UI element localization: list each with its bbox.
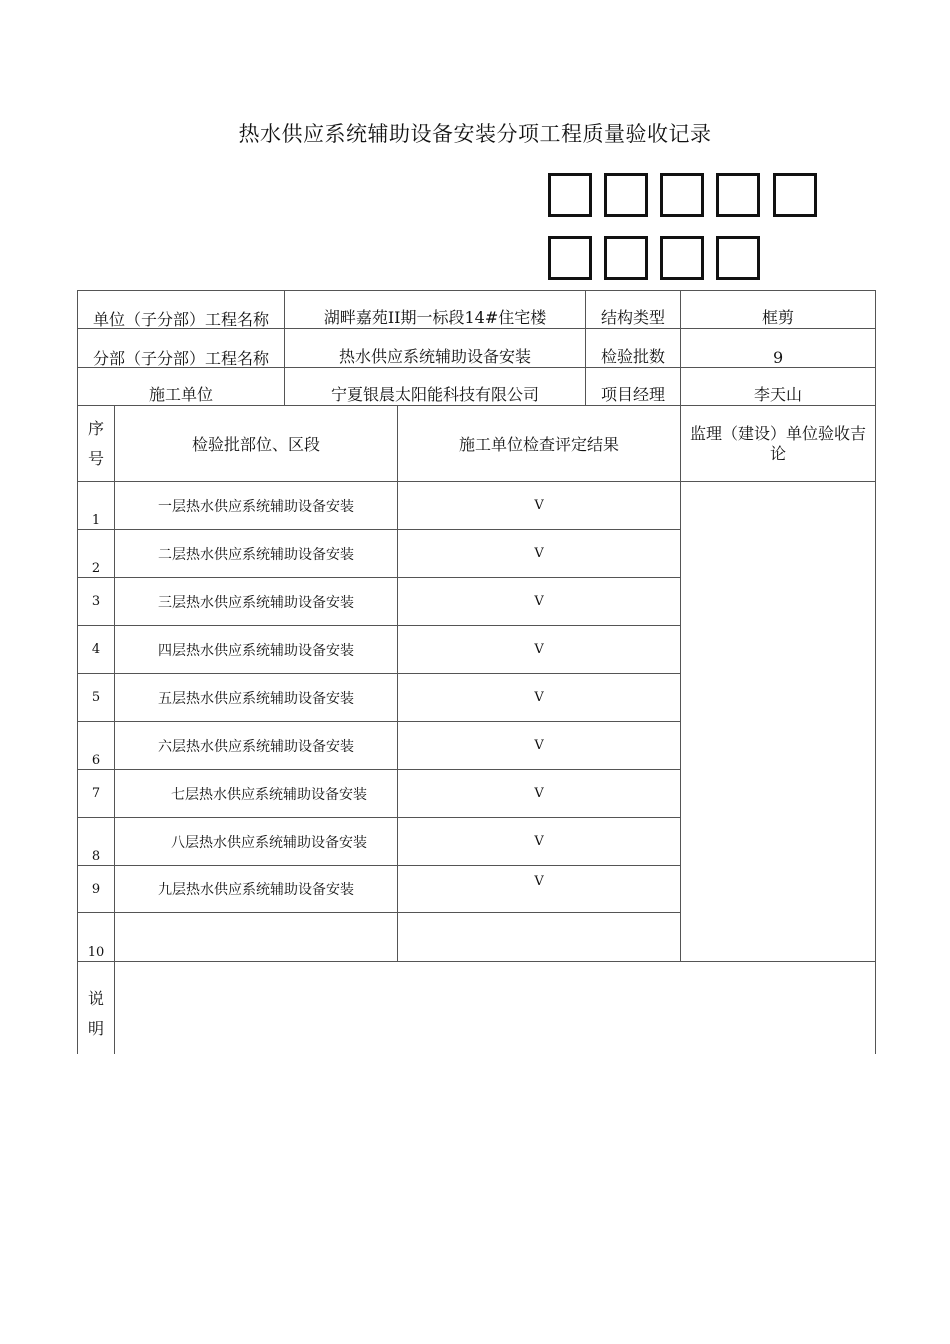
manager-label: 项目经理 bbox=[586, 368, 681, 406]
info-row-contractor bbox=[78, 368, 876, 406]
result-header: 施工单位检查评定结果 bbox=[398, 406, 681, 482]
note-label: 说明 bbox=[87, 989, 104, 1038]
subdivision-label: 分部（子分部）工程名称 bbox=[78, 329, 285, 368]
row-number: 1 bbox=[78, 482, 115, 530]
note-row bbox=[78, 962, 876, 1054]
row-number: 6 bbox=[78, 722, 115, 770]
row-result: V bbox=[398, 866, 681, 913]
row-result: V bbox=[398, 626, 681, 674]
row-location: 二层热水供应系统辅助设备安装 bbox=[115, 530, 398, 578]
row-number: 4 bbox=[78, 626, 115, 674]
row-location: 八层热水供应系统辅助设备安装 bbox=[115, 818, 398, 866]
supervision-conclusion bbox=[681, 482, 876, 962]
blank-box-2 bbox=[604, 173, 648, 217]
blank-box-8 bbox=[660, 236, 704, 280]
blank-box-5 bbox=[773, 173, 817, 217]
row-location: 四层热水供应系统辅助设备安装 bbox=[115, 626, 398, 674]
row-result: V bbox=[398, 674, 681, 722]
row-number: 3 bbox=[78, 578, 115, 626]
info-row-unit bbox=[78, 291, 876, 329]
contractor-label: 施工单位 bbox=[78, 368, 285, 406]
blank-box-3 bbox=[660, 173, 704, 217]
row-location: 三层热水供应系统辅助设备安装 bbox=[115, 578, 398, 626]
subdivision-value: 热水供应系统辅助设备安装 bbox=[285, 329, 586, 368]
info-row-subdivision bbox=[78, 329, 876, 368]
note-value bbox=[115, 962, 876, 1054]
blank-box-9 bbox=[716, 236, 760, 280]
acceptance-record-table bbox=[77, 290, 876, 1054]
row-number: 2 bbox=[78, 530, 115, 578]
row-location: 九层热水供应系统辅助设备安装 bbox=[115, 866, 398, 913]
row-number: 7 bbox=[78, 770, 115, 818]
blank-box-4 bbox=[716, 173, 760, 217]
row-result: V bbox=[398, 722, 681, 770]
row-result: V bbox=[398, 530, 681, 578]
row-number: 10 bbox=[78, 913, 115, 962]
blank-box-1 bbox=[548, 173, 592, 217]
supervision-header: 监理（建设）单位验收吉论 bbox=[681, 406, 876, 482]
blank-box-6 bbox=[548, 236, 592, 280]
row-number: 9 bbox=[78, 866, 115, 913]
row-number: 5 bbox=[78, 674, 115, 722]
row-location bbox=[115, 913, 398, 962]
row-location: 六层热水供应系统辅助设备安装 bbox=[115, 722, 398, 770]
row-result: V bbox=[398, 818, 681, 866]
row-result: V bbox=[398, 578, 681, 626]
header-row bbox=[78, 406, 876, 482]
unit-project-label: 单位（子分部）工程名称 bbox=[78, 291, 285, 329]
batch-count-label: 检验批数 bbox=[586, 329, 681, 368]
location-header: 检验批部位、区段 bbox=[115, 406, 398, 482]
structure-type-label: 结构类型 bbox=[586, 291, 681, 329]
row-location: 五层热水供应系统辅助设备安装 bbox=[115, 674, 398, 722]
unit-project-value: 湖畔嘉苑II期一标段14#住宅楼 bbox=[285, 291, 586, 329]
table-row bbox=[78, 482, 876, 530]
row-number: 8 bbox=[78, 818, 115, 866]
row-result bbox=[398, 913, 681, 962]
blank-box-7 bbox=[604, 236, 648, 280]
row-result: V bbox=[398, 482, 681, 530]
structure-type-value: 框剪 bbox=[681, 291, 876, 329]
manager-value: 李天山 bbox=[681, 368, 876, 406]
contractor-value: 宁夏银晨太阳能科技有限公司 bbox=[285, 368, 586, 406]
batch-count-value: 9 bbox=[681, 329, 876, 368]
seq-header: 序号 bbox=[87, 418, 104, 468]
row-result: V bbox=[398, 770, 681, 818]
row-location: 七层热水供应系统辅助设备安装 bbox=[115, 770, 398, 818]
document-title: 热水供应系统辅助设备安装分项工程质量验收记录 bbox=[238, 122, 712, 146]
row-location: 一层热水供应系统辅助设备安装 bbox=[115, 482, 398, 530]
